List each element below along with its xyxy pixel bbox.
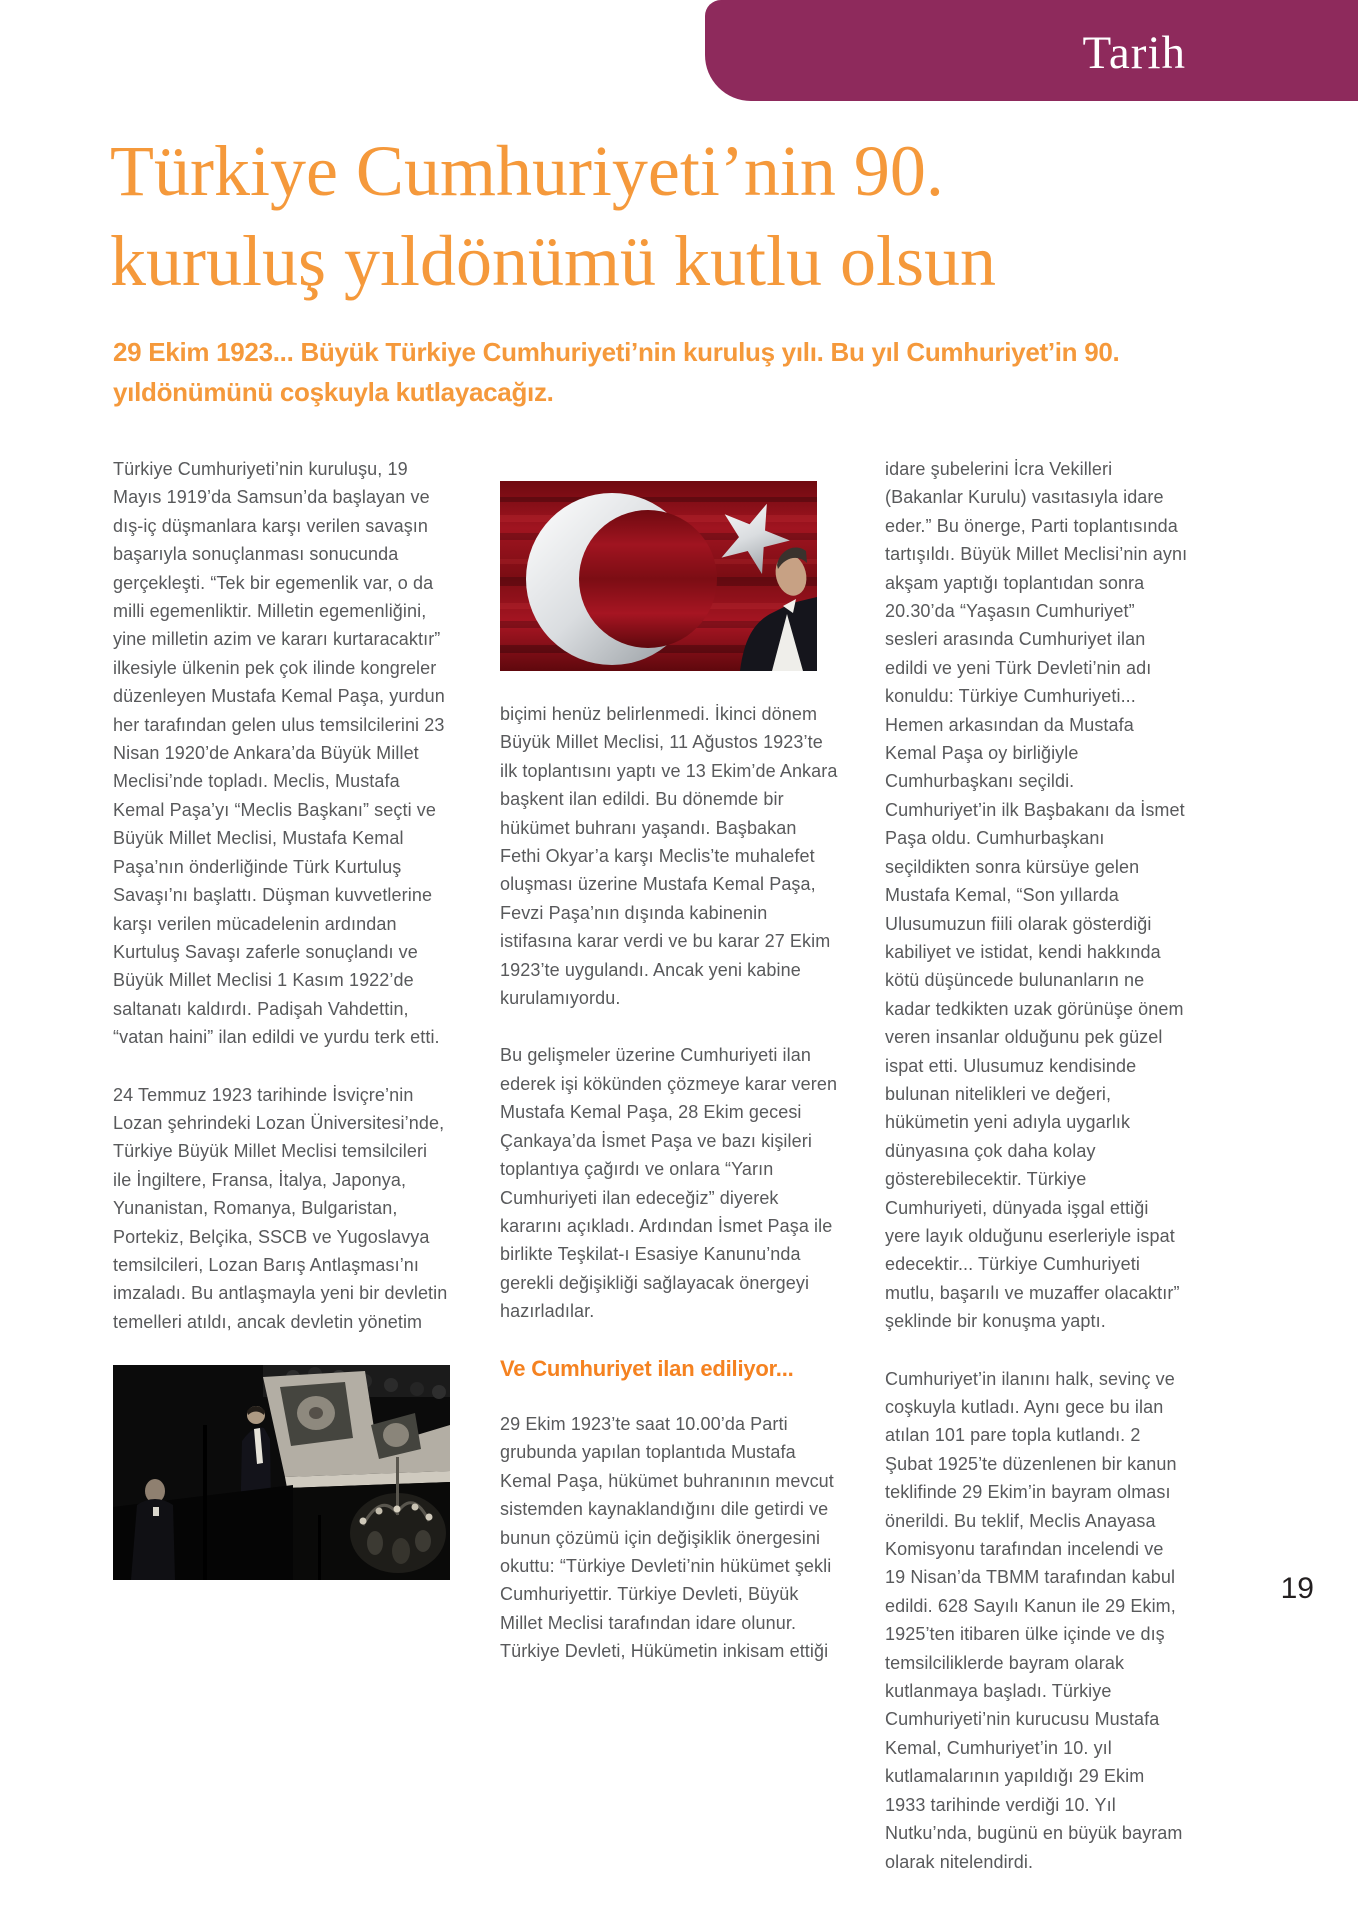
body-paragraph: Cumhuriyet’in ilanını halk, sevinç ve coşkuyla kutladı. Aynı gece bu ilan atılan 101 pare topla kutlandı. 2 Şubat 1925’te düzenlenen bir kanun teklifinde 29 Ekim’in bayram olması önerildi. Bu teklif, Meclis Anayasa Komisyonu tarafından incelendi ve 19 Nisan’da TBMM tarafından kabul edildi. 628 Sayılı Kanun ile 29 Ekim, 1925’ten itibaren ülke içinde ve dış temsilciliklerde bayram olarak kutlanmaya başladı. Türkiye Cumhuriyeti’nin kurucusu Mustafa Kemal, Cumhuriyet’in 10. yıl kutlamalarının yapıldığı 29 Ekim 1933 tarihinde verdiği 10. Yıl Nutku’nda, bugünü en büyük bayram olarak nitelendirdi. [885,1368,1183,1872]
section-tab-label: Tarih [1082,26,1186,79]
title-line-2: kuruluş yıldönümü kutlu olsun [110,221,997,301]
body-paragraph: 24 Temmuz 1923 tarihinde İsviçre’nin Lozan şehrindeki Lozan Üniversitesi’nde, Türkiye Büyük Millet Meclisi temsilcileri ile İngiltere, Fransa, İtalya, Japonya, Yunanistan, Romanya, Bulgaristan, Portekiz, Belçika, SSCB ve Yugoslavya temsilcileri, Lozan Barış Antlaşması’nı imzaladı. Bu antlaşmayla yeni bir devletin temelleri atıldı, ancak devletin yönetim [113,1084,448,1332]
page-number: 19 [1280,1572,1314,1605]
flag-ataturk-photo [500,481,817,671]
ataturk-speech-photo-illustration [113,1365,450,1580]
turkish-flag-illustration [500,481,817,671]
article-lede: 29 Ekim 1923... Büyük Türkiye Cumhuriyeti’nin kuruluş yılı. Bu yıl Cumhuriyet’in 90. yıldönümünü coşkuyla kutlayacağız. [113,337,1120,407]
body-paragraph: Türkiye Cumhuriyeti’nin kuruluşu, 19 Mayıs 1919’da Samsun’da başlayan ve dış-iç düşmanlara karşı verilen savaşın başarıyla sonuçlanması sonucunda gerçekleşti. “Tek bir egemenlik var, o da milli egemenliktir. Milletin egemenliğini, yine milletin azim ve kararı kurtaracaktır” ilkesiyle ülkenin pek çok ilinde kongreler düzenleyen Mustafa Kemal Paşa, yurdun her tarafından gelen ulus temsilcilerini 23 Nisan 1920’de Ankara’da Büyük Millet Meclisi’nde topladı. Meclis, Mustafa Kemal Paşa’yı “Meclis Başkanı” seçti ve Büyük Millet Meclisi, Mustafa Kemal Paşa’nın önderliğinde Türk Kurtuluş Savaşı’nı başlattı. Düşman kuvvetlerine karşı verilen mücadelenin ardından Kurtuluş Savaşı zaferle sonuçlandı ve Büyük Millet Meclisi 1 Kasım 1922’de saltanatı kaldırdı. Padişah Vahdettin, “vatan haini” ilan edildi ve yurdu terk etti. [113,459,445,1048]
column-left [113,455,450,1580]
column-right [885,455,1188,1905]
speech-photo [113,1365,450,1580]
body-paragraph: Bu gelişmeler üzerine Cumhuriyeti ilan ederek işi kökünden çözmeye karar veren Mustafa Kemal Paşa, 28 Ekim gecesi Çankaya’da İsmet Paşa ve bazı kişileri toplantıya çağırdı ve onlara “Yarın Cumhuriyeti ilan edeceğiz” diyerek kararını açıkladı. Ardından İsmet Paşa ile birlikte Teşkilat-ı Esasiye Kanunu’nda gerekli değişikliği sağlayacak önergeyi hazırladılar. [500,1045,838,1322]
title-line-1: Türkiye Cumhuriyeti’nin 90. [110,131,944,211]
article-title [110,126,996,306]
body-paragraph: idare şubelerini İcra Vekilleri (Bakanlar Kurulu) vasıtasıyla idare eder.” Bu önerge, Parti toplantısında tartışıldı. Büyük Millet Meclisi’nin aynı akşam yaptığı toplantıdan sonra 20.30’da “Yaşasın Cumhuriyet” sesleri arasında Cumhuriyet ilan edildi ve yeni Türk Devleti’nin adı konuldu: Türkiye Cumhuriyeti... Hemen arkasından da Mustafa Kemal Paşa oy birliğiyle Cumhurbaşkanı seçildi. Cumhuriyet’in ilk Başbakanı da İsmet Paşa oldu. Cumhurbaşkanı seçildikten sonra kürsüye gelen Mustafa Kemal, “Son yıllarda Ulusumuzun fiili olarak gösterdiği kabiliyet ve istidat, kendi hakkında kötü düşüncede bulunanların ne kadar tedkikten uzak görünüşe önem veren insanlar olduğunu pek güzel ispat etti. Ulusumuz kendisinde bulunan nitelikleri ve değeri, hükümetin yeni adıyla uygarlık dünyasına çok daha kolay gösterebilecektir. Türkiye Cumhuriyeti, dünyada işgal ettiği yere layık olduğunu eserleriyle ispat edecektir... Türkiye Cumhuriyeti mutlu, başarılı ve muzaffer olacaktır” şeklinde bir konuşma yaptı. [885,459,1188,1332]
body-paragraph: 29 Ekim 1923’te saat 10.00’da Parti grubunda yapılan toplantıda Mustafa Kemal Paşa, hükümet buhranının mevcut sistemden kaynaklandığını dile getirdi ve bunun çözümü için değişiklik önergesini okuttu: “Türkiye Devleti’nin hükümet şekli Cumhuriyettir. Türkiye Devleti, Büyük Millet Meclisi tarafından idare olunur. Türkiye Devleti, Hükümetin inkisam ettiği [500,1413,834,1662]
subheading-republic-declared: Ve Cumhuriyet ilan ediliyor... [500,1355,794,1381]
crescent-cutout [579,510,717,648]
column-middle [500,455,838,1695]
body-paragraph: biçimi henüz belirlenmedi. İkinci dönem Büyük Millet Meclisi, 11 Ağustos 1923’te ilk toplantısını yaptı ve 13 Ekim’de Ankara başkent ilan edildi. Bu dönemde bir hükümet buhranı yaşandı. Başbakan Fethi Okyar’a karşı Meclis’te muhalefet oluşması üzerine Mustafa Kemal Paşa, Fevzi Paşa’nın dışında kabinenin istifasına karar verdi ve bu karar 27 Ekim 1923’te uygulandı. Ancak yeni kabine kurulamıyordu. [500,704,838,1009]
section-tab [705,0,1358,101]
